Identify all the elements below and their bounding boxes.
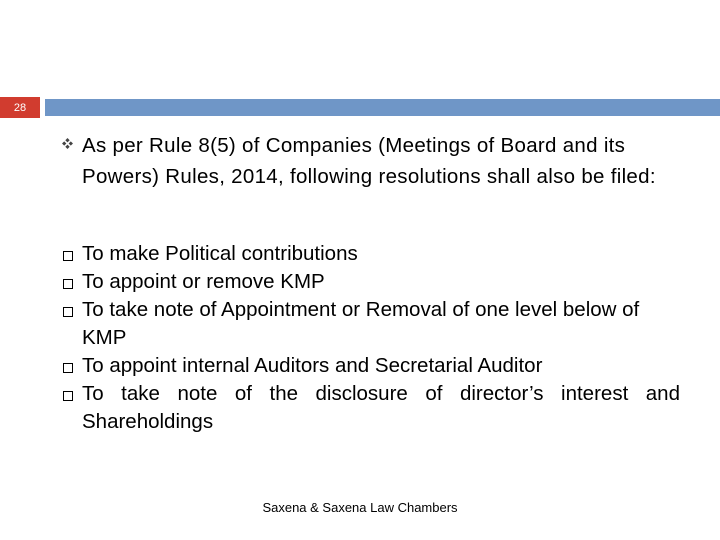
header-bar [45, 99, 720, 116]
hollow-square-icon [63, 251, 73, 261]
list-item-text: To make Political contributions [82, 242, 358, 265]
list-item-text: To appoint or remove KMP [82, 270, 325, 293]
hollow-square-icon [63, 363, 73, 373]
list-item-text: To appoint internal Auditors and Secretarial Auditor [82, 354, 543, 377]
hollow-square-icon [63, 279, 73, 289]
diamond-cluster-icon [62, 138, 73, 149]
slide-content [52, 130, 680, 436]
list-item [52, 380, 680, 436]
list-item [52, 352, 680, 380]
slide-number: 28 [0, 97, 40, 118]
footer-text: Saxena & Saxena Law Chambers [262, 500, 458, 515]
list-item [52, 240, 680, 268]
list-item [52, 296, 680, 352]
hollow-square-icon [63, 307, 73, 317]
intro-item [52, 130, 680, 192]
list-item [52, 268, 680, 296]
list-item-text: To take note of Appointment or Removal of one level below of KMP [82, 298, 640, 349]
intro-text: As per Rule 8(5) of Companies (Meetings of Board and its Powers) Rules, 2014, following resolutions shall also be filed: [82, 134, 656, 188]
hollow-square-icon [63, 391, 73, 401]
list-item-text: To take note of the disclosure of director’s interest and Shareholdings [82, 382, 680, 433]
